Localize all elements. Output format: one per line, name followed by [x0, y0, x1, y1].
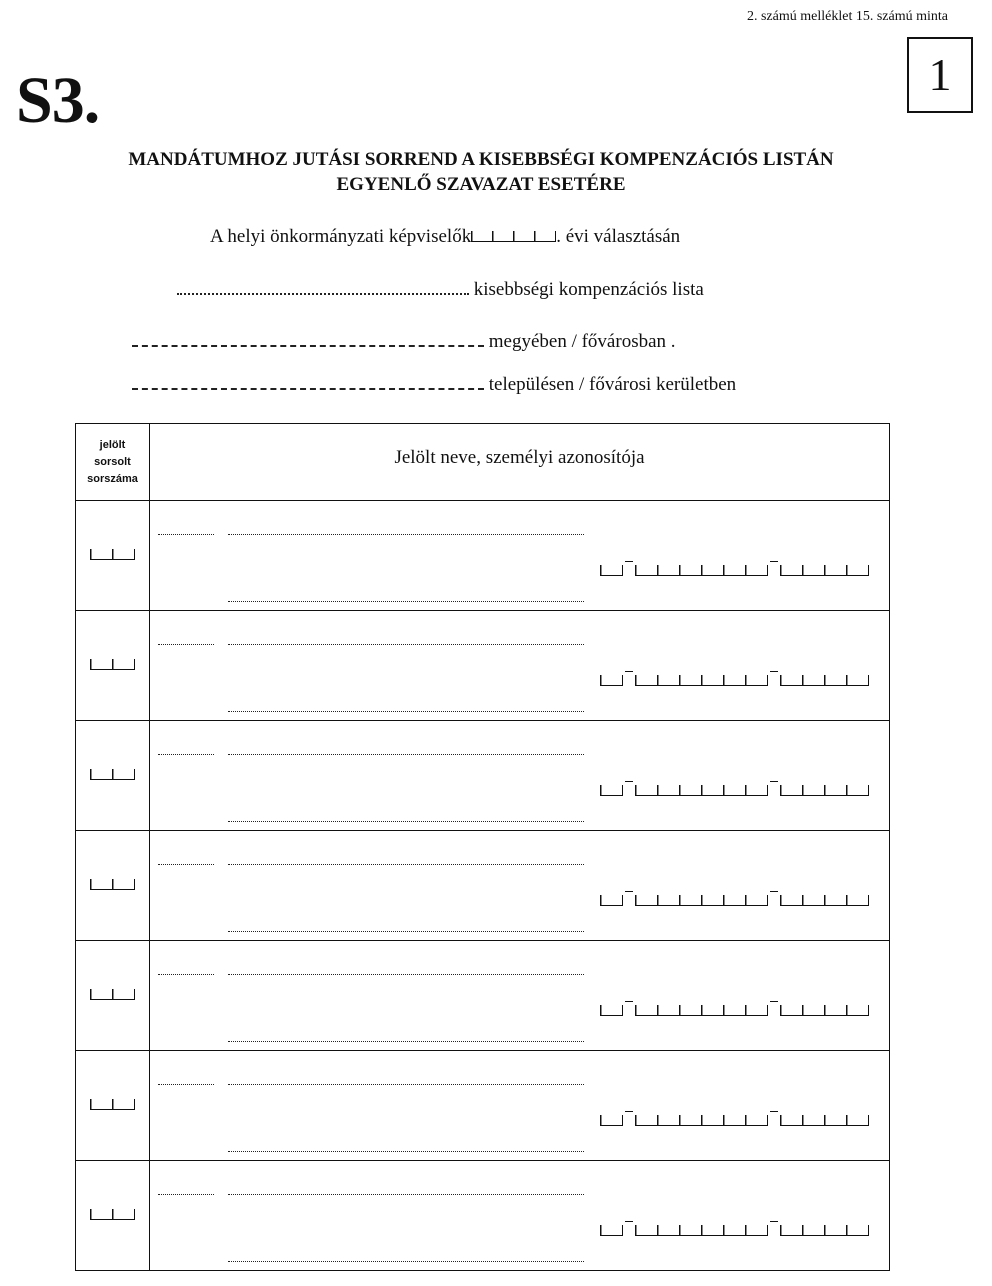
table-row: [76, 611, 890, 721]
candidate-name-field[interactable]: [228, 1194, 584, 1195]
election-year-line: [210, 226, 680, 248]
col-header-number-line-3: sorszáma: [87, 472, 138, 485]
candidate-name-field-2[interactable]: [228, 711, 584, 712]
col-header-number-line-1: jelölt: [99, 438, 126, 451]
personal-id-boxes[interactable]: [600, 673, 869, 691]
table-row: [76, 941, 890, 1051]
list-name-field[interactable]: [177, 279, 469, 295]
col-header-name: Jelölt neve, személyi azonosítója: [150, 424, 890, 501]
settlement-field[interactable]: [132, 374, 484, 390]
draw-number-cell: [76, 721, 150, 831]
personal-id-boxes[interactable]: [600, 563, 869, 581]
settlement-line: [132, 374, 736, 396]
draw-number-cell: [76, 1051, 150, 1161]
annex-label: 2. számú melléklet 15. számú minta: [746, 9, 948, 24]
personal-id-boxes[interactable]: [600, 893, 869, 911]
form-code: S3.: [16, 64, 100, 137]
candidate-cell: [150, 1051, 890, 1161]
candidate-name-field-2[interactable]: [228, 821, 584, 822]
list-name-line: [177, 279, 704, 301]
candidate-cell: [150, 721, 890, 831]
candidate-name-field-2[interactable]: [228, 931, 584, 932]
draw-number-cell: [76, 1161, 150, 1271]
name-prefix-field[interactable]: [158, 864, 214, 865]
draw-number-boxes[interactable]: [90, 549, 135, 560]
list-label: kisebbségi kompenzációs lista: [473, 279, 704, 300]
form-title: [0, 147, 962, 197]
personal-id-boxes[interactable]: [600, 1003, 869, 1021]
candidate-name-field-2[interactable]: [228, 1151, 584, 1152]
name-prefix-field[interactable]: [158, 534, 214, 535]
draw-number-boxes[interactable]: [90, 989, 135, 1000]
candidate-cell: [150, 501, 890, 611]
col-header-number: [76, 424, 150, 501]
page-number: 1: [928, 49, 952, 100]
candidate-cell: [150, 1161, 890, 1271]
candidate-name-field-2[interactable]: [228, 1261, 584, 1262]
draw-number-boxes[interactable]: [90, 659, 135, 670]
county-label: megyében / fővárosban: [488, 331, 667, 352]
table-header-row: [76, 424, 890, 501]
year-input-boxes[interactable]: [471, 231, 556, 242]
table-row: [76, 831, 890, 941]
form-title-line-2: EGYENLŐ SZAVAZAT ESETÉRE: [336, 174, 626, 195]
county-field[interactable]: [132, 331, 484, 347]
candidate-name-field[interactable]: [228, 754, 584, 755]
name-prefix-field[interactable]: [158, 644, 214, 645]
candidate-name-field[interactable]: [228, 864, 584, 865]
draw-number-boxes[interactable]: [90, 769, 135, 780]
table-row: [76, 1051, 890, 1161]
candidate-name-field[interactable]: [228, 974, 584, 975]
candidate-name-field[interactable]: [228, 534, 584, 535]
draw-number-cell: [76, 501, 150, 611]
candidate-name-field[interactable]: [228, 1084, 584, 1085]
candidate-table: [75, 423, 890, 1271]
page-number-box: [907, 37, 973, 113]
draw-number-cell: [76, 831, 150, 941]
election-suffix: . évi választásán: [556, 226, 681, 247]
name-prefix-field[interactable]: [158, 1194, 214, 1195]
draw-number-cell: [76, 941, 150, 1051]
candidate-name-field-2[interactable]: [228, 601, 584, 602]
table-row: [76, 501, 890, 611]
personal-id-boxes[interactable]: [600, 1223, 869, 1241]
county-line: [132, 331, 676, 353]
candidate-name-field-2[interactable]: [228, 1041, 584, 1042]
name-prefix-field[interactable]: [158, 974, 214, 975]
draw-number-cell: [76, 611, 150, 721]
table-row: [76, 1161, 890, 1271]
table-row: [76, 721, 890, 831]
election-prefix: A helyi önkormányzati képviselők: [210, 226, 472, 247]
settlement-label: településen / fővárosi kerületben: [488, 374, 737, 395]
candidate-cell: [150, 611, 890, 721]
name-prefix-field[interactable]: [158, 1084, 214, 1085]
form-title-line-1: MANDÁTUMHOZ JUTÁSI SORREND A KISEBBSÉGI KOMPENZÁCIÓS LISTÁN: [128, 149, 834, 170]
candidate-cell: [150, 941, 890, 1051]
name-prefix-field[interactable]: [158, 754, 214, 755]
personal-id-boxes[interactable]: [600, 783, 869, 801]
draw-number-boxes[interactable]: [90, 1099, 135, 1110]
draw-number-boxes[interactable]: [90, 1209, 135, 1220]
candidate-name-field[interactable]: [228, 644, 584, 645]
col-header-number-line-2: sorsolt: [94, 455, 131, 468]
county-trailing: .: [670, 331, 676, 352]
personal-id-boxes[interactable]: [600, 1113, 869, 1131]
draw-number-boxes[interactable]: [90, 879, 135, 890]
candidate-cell: [150, 831, 890, 941]
